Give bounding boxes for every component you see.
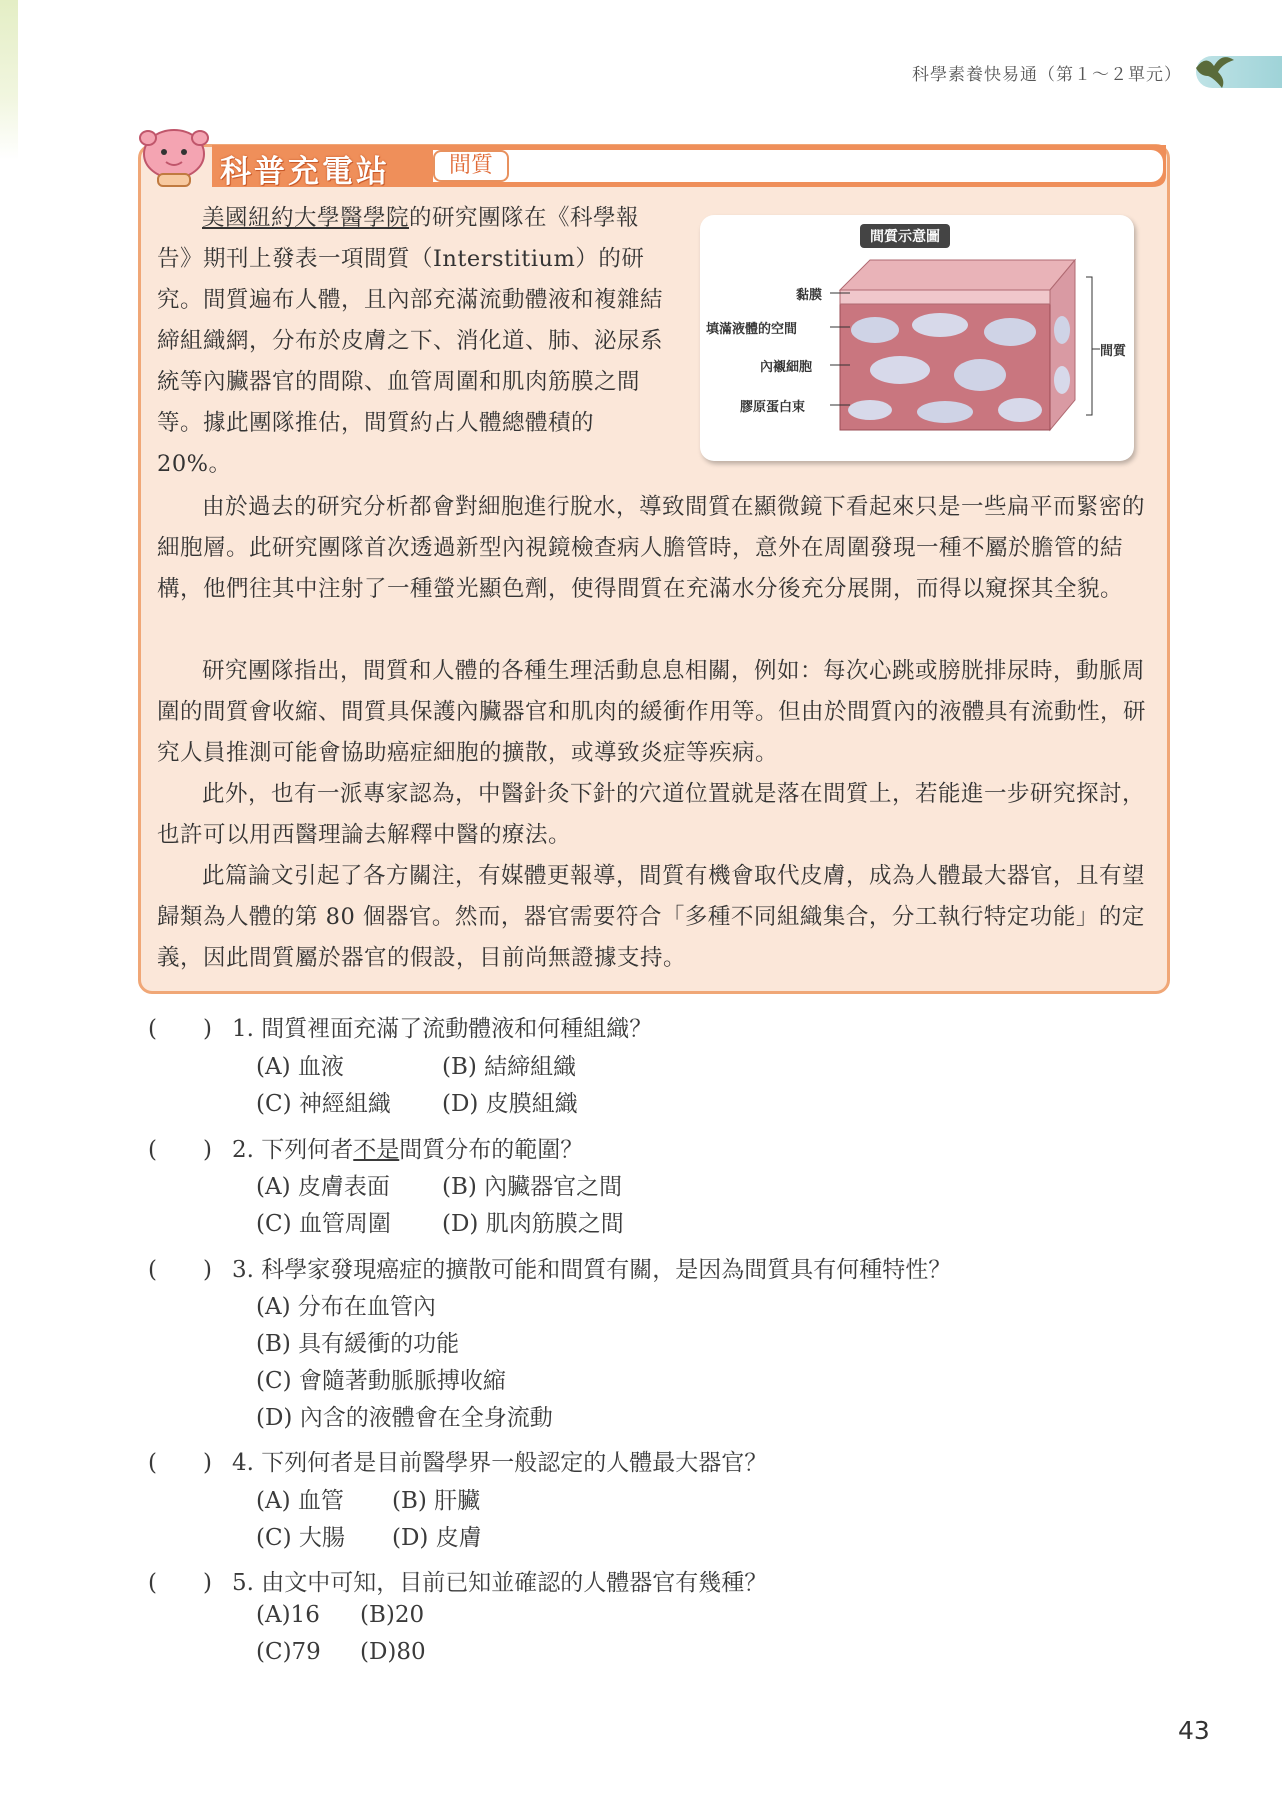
running-header: 科學素養快易通（第１～２單元）: [912, 65, 1182, 85]
option-b: (B)20: [360, 1602, 425, 1628]
diagram-label-collagen: 膠原蛋白束: [740, 400, 806, 415]
answer-blank[interactable]: ( ): [148, 1016, 212, 1042]
option-d: (D) 內含的液體會在全身流動: [256, 1405, 553, 1431]
option-b: (B) 結締組織: [442, 1054, 577, 1080]
diagram-label-mucosa: 黏膜: [796, 288, 823, 303]
box-topic-tag: 間質: [433, 150, 509, 182]
option-a: (A)16: [256, 1602, 320, 1628]
institution-name: 美國紐約大學醫學院: [202, 205, 410, 231]
option-a: (A) 分布在血管內: [256, 1294, 436, 1320]
mascot-icon: [136, 126, 212, 190]
question-text: 1. 間質裡面充滿了流動體液和何種組織？: [232, 1016, 653, 1042]
article-paragraph-2: 由於過去的研究分析都會對細胞進行脫水，導致間質在顯微鏡下看起來只是一些扁平而緊密的細胞層。此研究團隊首次透過新型內視鏡檢查病人膽管時，意外在周圍發現一種不屬於膽管的結構，他們往其中注射了一種螢光顯色劑，使得間質在充滿水分後充分展開，而得以窺探其全貌。: [157, 494, 1146, 602]
option-b: (B) 具有緩衝的功能: [256, 1331, 460, 1357]
article-paragraph-4: 此外，也有一派專家認為，中醫針灸下針的穴道位置就是落在間質上，若能進一步研究探討，也許可以用西醫理論去解釋中醫的療法。: [157, 781, 1146, 848]
question-text: 5. 由文中可知，目前已知並確認的人體器官有幾種？: [232, 1570, 768, 1596]
article-paragraph-1: 美國紐約大學醫學院的研究團隊在《科學報告》期刊上發表一項間質（Interstitium）的研究。間質遍布人體，且內部充滿流動體液和複雜結締組織網，分布於皮膚之下、消化道、肺、泌尿系統等內臟器官的間隙、血管周圍和肌肉筋膜之間等。據此團隊推估，間質約占人體總體積的 20%。: [157, 205, 664, 477]
question-text: 4. 下列何者是目前醫學界一般認定的人體最大器官？: [232, 1450, 768, 1476]
option-d: (D) 皮膜組織: [442, 1091, 578, 1117]
option-a: (A) 血管: [256, 1488, 344, 1514]
option-a: (A) 皮膚表面: [256, 1174, 390, 1200]
question-text: 3. 科學家發現癌症的擴散可能和間質有關，是因為間質具有何種特性？: [232, 1257, 952, 1283]
page-edge-decoration: [0, 0, 18, 160]
page-number: 43: [1178, 1716, 1210, 1745]
option-c: (C) 神經組織: [256, 1091, 391, 1117]
option-b: (B) 內臟器官之間: [442, 1174, 623, 1200]
diagram-label-lining-cells: 內襯細胞: [760, 360, 813, 375]
option-d: (D) 皮膚: [392, 1525, 482, 1551]
banner-tag-bg: [433, 150, 1163, 182]
option-d: (D) 肌肉筋膜之間: [442, 1211, 624, 1237]
answer-blank[interactable]: ( ): [148, 1257, 212, 1283]
article-paragraph-5: 此篇論文引起了各方關注，有媒體更報導，間質有機會取代皮膚，成為人體最大器官，且有望歸類為人體的第 80 個器官。然而，器官需要符合「多種不同組織集合，分工執行特定功能」的定義，因此間質屬於器官的假設，目前尚無證據支持。: [157, 863, 1146, 971]
answer-blank[interactable]: ( ): [148, 1137, 212, 1163]
option-d: (D)80: [360, 1639, 426, 1665]
emphasis-not: 不是: [353, 1137, 400, 1163]
option-c: (C) 血管周圍: [256, 1211, 391, 1237]
bird-icon: [1192, 46, 1238, 92]
option-c: (C) 會隨著動脈脈搏收縮: [256, 1368, 506, 1394]
option-b: (B) 肝臟: [392, 1488, 481, 1514]
diagram-leader-lines: [700, 215, 1134, 461]
diagram-label-fluid-space: 填滿液體的空間: [706, 322, 798, 337]
question-text: 2. 下列何者不是間質分布的範圍？: [232, 1137, 584, 1163]
answer-blank[interactable]: ( ): [148, 1450, 212, 1476]
diagram-title: 間質示意圖: [860, 224, 950, 248]
answer-blank[interactable]: ( ): [148, 1570, 212, 1596]
diagram-label-interstitium: 間質: [1100, 344, 1127, 359]
option-a: (A) 血液: [256, 1054, 344, 1080]
option-c: (C) 大腸: [256, 1525, 345, 1551]
option-c: (C)79: [256, 1639, 321, 1665]
article-paragraph-3: 研究團隊指出，間質和人體的各種生理活動息息相關，例如：每次心跳或膀胱排尿時，動脈周圍的間質會收縮、間質具保護內臟器官和肌肉的緩衝作用等。但由於間質內的液體具有流動性，研究人員推測可能會協助癌症細胞的擴散，或導致炎症等疾病。: [157, 658, 1147, 766]
box-title: 科普充電站: [220, 154, 390, 190]
